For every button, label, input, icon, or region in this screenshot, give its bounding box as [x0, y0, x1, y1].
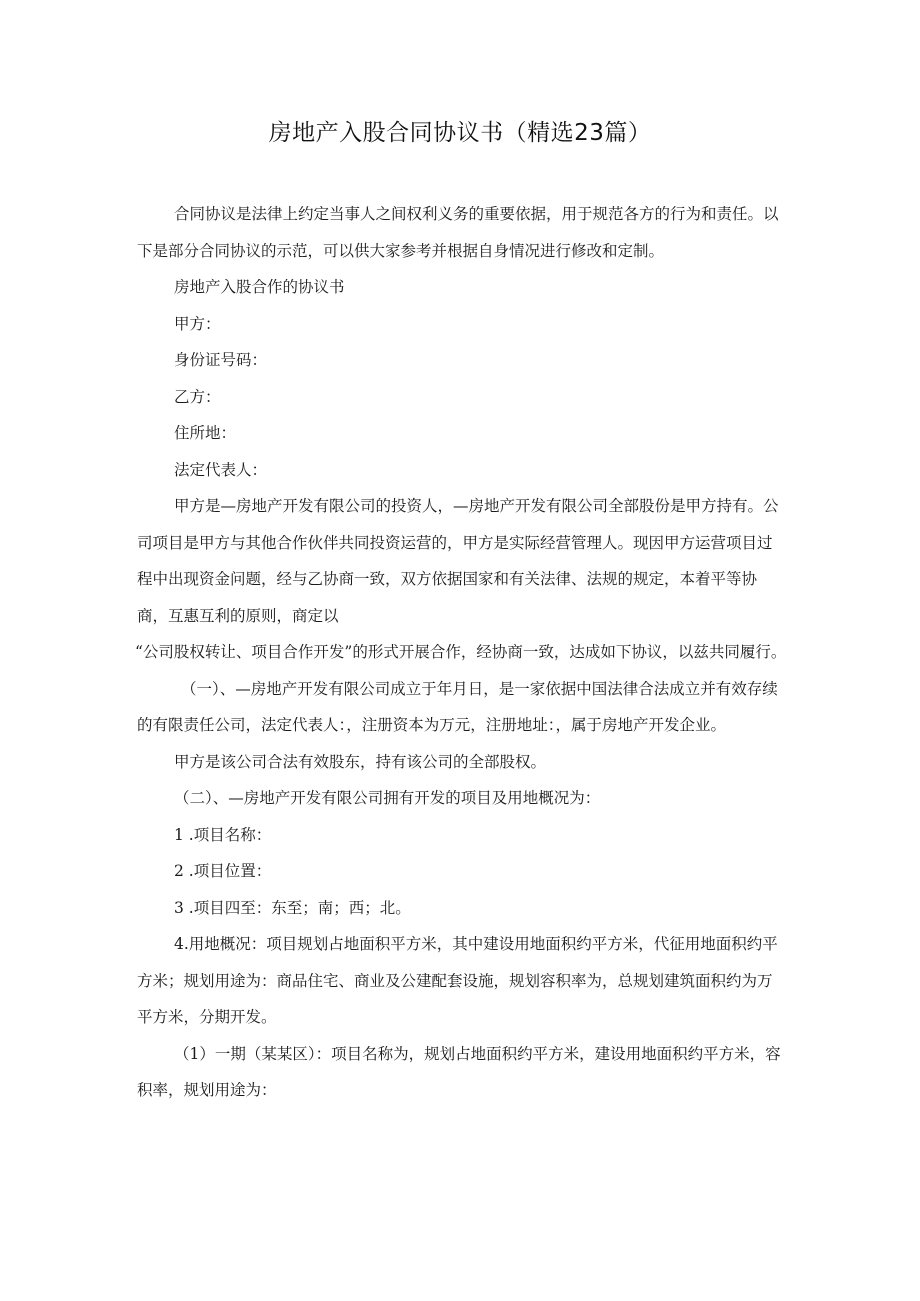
legal-representative-field: 法定代表人： — [174, 460, 268, 479]
project-name-item: 1 .项目名称： — [174, 825, 272, 844]
document-body — [137, 196, 787, 1109]
phase-one-item: （1）一期（某某区）：项目名称为，规划占地面积约平方米，建设用地面积约平方米，容积率，规划用途为： — [137, 1044, 781, 1099]
shareholder-paragraph: 甲方是该公司合法有效股东，持有该公司的全部股权。 — [174, 752, 547, 771]
intro-paragraph: 合同协议是法律上约定当事人之间权利义务的重要依据，用于规范各方的行为和责任。以下是部分合同协议的示范，可以供大家参考并根据自身情况进行修改和定制。 — [137, 205, 779, 260]
cooperation-form-paragraph: “公司股权转让、项目合作开发”的形式开展合作，经协商一致，达成如下协议，以兹共同履行。 — [135, 643, 787, 661]
background-paragraph: 甲方是—房地产开发有限公司的投资人，—房地产开发有限公司全部股份是甲方持有。公司项目是甲方与其他合作伙伴共同投资运营的，甲方是实际经营管理人。现因甲方运营项目过程中出现资金问题，经与乙协商一致，双方依据国家和有关法律、法规的规定，本着平等协商，互惠互利的原则，商定以 — [137, 497, 779, 625]
document-title: 房地产入股合同协议书（精选23篇） — [268, 120, 652, 146]
clause-one-paragraph: （一）、—房地产开发有限公司成立于年月日，是一家依据中国法律合法成立并有效存续的有限责任公司，法定代表人：，注册资本为万元，注册地址：，属于房地产开发企业。 — [137, 679, 778, 734]
party-b-field: 乙方： — [174, 387, 221, 406]
id-number-field: 身份证号码： — [174, 351, 268, 369]
land-overview-item: 4.用地概况：项目规划占地面积平方米，其中建设用地面积约平方米，代征用地面积约平方米；规划用途为：商品住宅、商业及公建配套设施，规划容积率为，总规划建筑面积约为万平方米，分期开发。 — [137, 935, 778, 1026]
address-field: 住所地： — [174, 424, 237, 442]
agreement-subtitle: 房地产入股合作的协议书 — [174, 278, 345, 296]
project-boundary-item: 3 .项目四至：东至；南；西；北。 — [174, 898, 411, 917]
project-location-item: 2 .项目位置： — [174, 862, 272, 880]
clause-two-paragraph: （二）、—房地产开发有限公司拥有开发的项目及用地概况为： — [174, 789, 601, 807]
party-a-field: 甲方： — [174, 314, 221, 333]
